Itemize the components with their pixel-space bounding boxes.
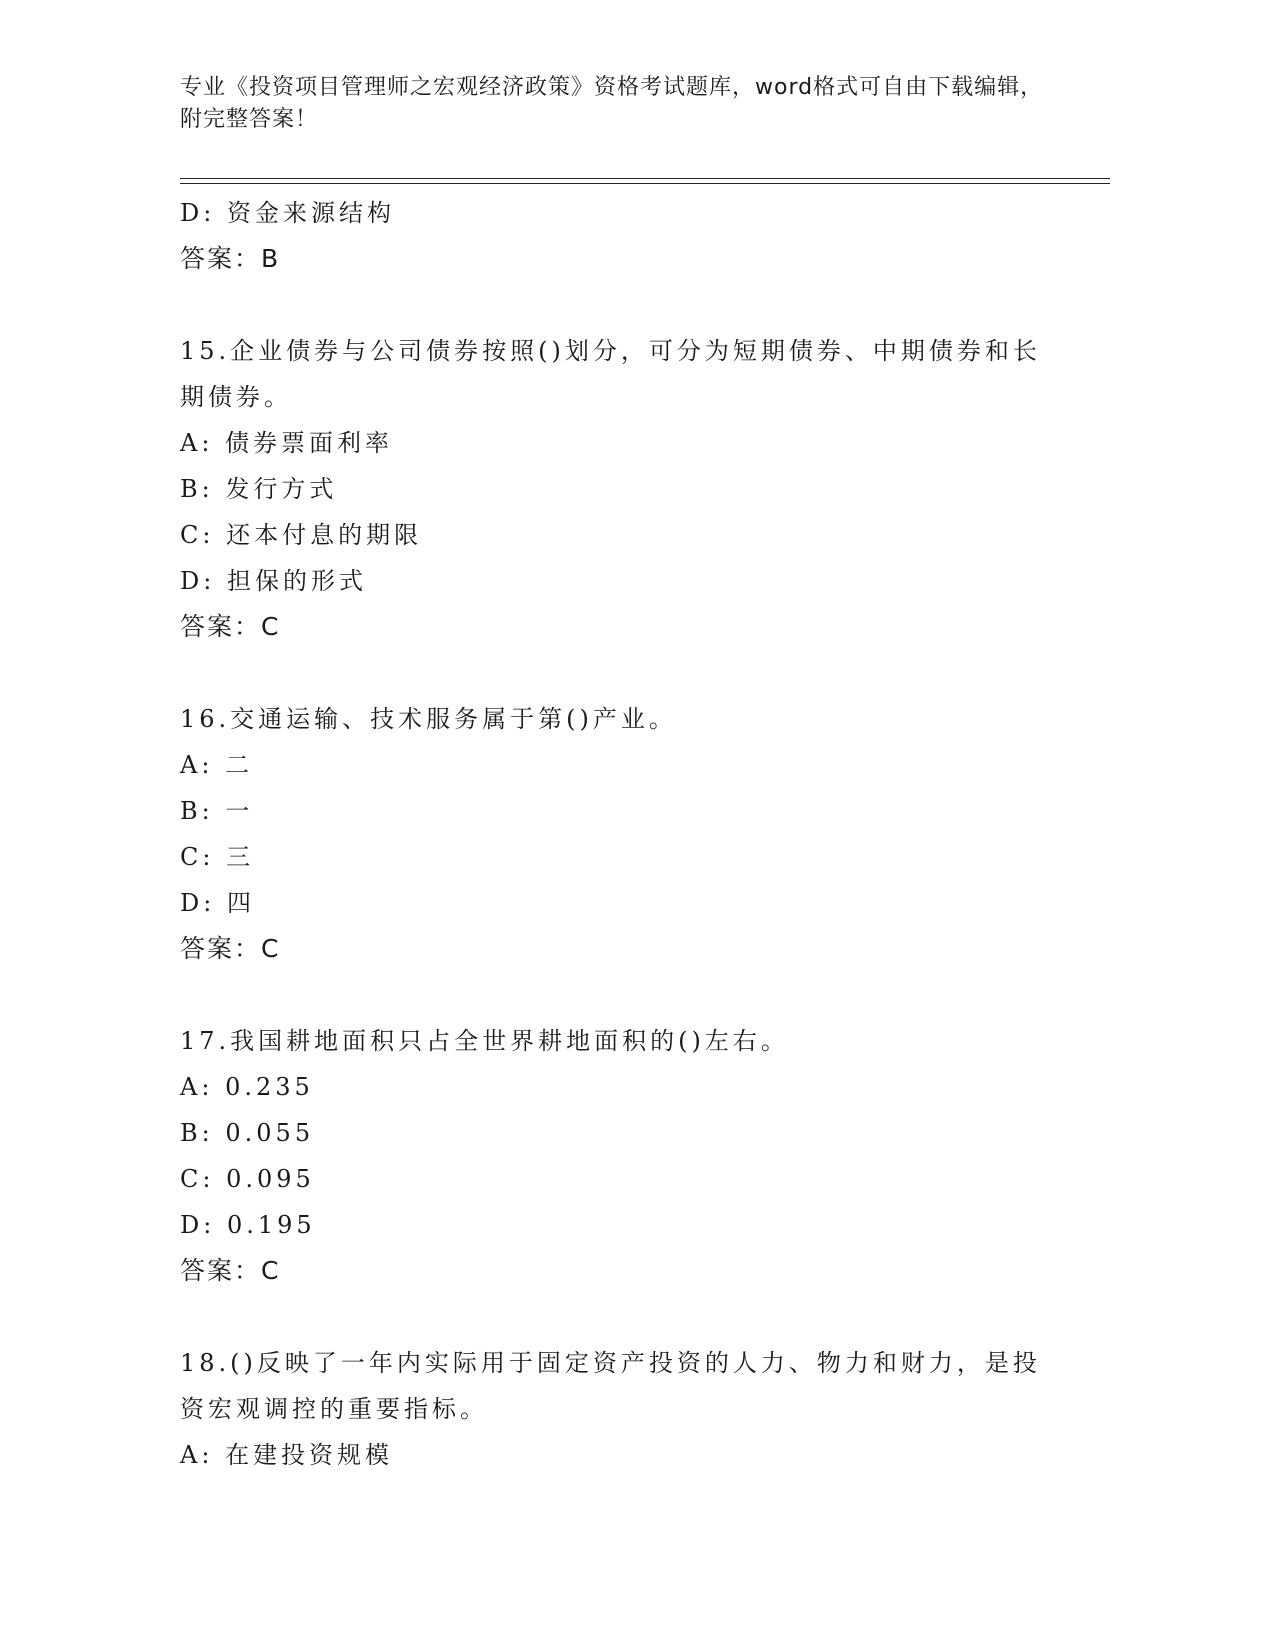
option-text: 四 — [226, 889, 255, 917]
option-label: D: — [180, 889, 216, 917]
option-label: A: — [180, 429, 214, 457]
page-header: 专业《投资项目管理师之宏观经济政策》资格考试题库，word格式可自由下载编辑，附完整答案！ — [180, 75, 1044, 132]
option-label: B: — [180, 1119, 214, 1147]
option-label: D: — [180, 567, 216, 595]
option-text: 债券票面利率 — [225, 429, 394, 457]
answer: 答案：C — [180, 612, 281, 641]
question-stem: 15.企业债券与公司债券按照()划分，可分为短期债券、中期债券和长期债券。 — [180, 337, 1041, 411]
option-label: A: — [180, 1441, 214, 1469]
option-text: 资金来源结构 — [226, 199, 395, 227]
option-text: 0.095 — [226, 1165, 315, 1193]
option-label: B: — [180, 797, 214, 825]
option-d — [180, 880, 1080, 926]
option-label: C: — [180, 1165, 215, 1193]
option-text: 三 — [226, 843, 255, 871]
option-text: 一 — [225, 797, 254, 825]
option-c — [180, 1156, 1080, 1202]
answer: 答案：B — [180, 244, 281, 273]
option-b — [180, 466, 1080, 512]
option-text: 二 — [225, 751, 254, 779]
question-stem: 18.()反映了一年内实际用于固定资产投资的人力、物力和财力，是投资宏观调控的重要指标。 — [180, 1349, 1041, 1423]
header-rule-top — [180, 178, 1110, 179]
option-c — [180, 834, 1080, 880]
option-text: 0.235 — [225, 1073, 314, 1101]
option-d — [180, 190, 1080, 236]
option-text: 还本付息的期限 — [226, 521, 423, 549]
option-text: 发行方式 — [225, 475, 338, 503]
question-stem: 17.我国耕地面积只占全世界耕地面积的()左右。 — [180, 1027, 789, 1055]
option-label: C: — [180, 843, 215, 871]
option-a — [180, 742, 1080, 788]
option-text: 在建投资规模 — [225, 1441, 394, 1469]
option-label: D: — [180, 1211, 216, 1239]
option-a — [180, 420, 1080, 466]
spacer — [180, 650, 1080, 696]
option-d — [180, 1202, 1080, 1248]
spacer — [180, 972, 1080, 1018]
option-b — [180, 1110, 1080, 1156]
option-b — [180, 788, 1080, 834]
spacer — [180, 1294, 1080, 1340]
option-a — [180, 1432, 1080, 1478]
option-c — [180, 512, 1080, 558]
answer: 答案：C — [180, 1256, 281, 1285]
question-stem: 16.交通运输、技术服务属于第()产业。 — [180, 705, 677, 733]
spacer — [180, 282, 1080, 328]
option-label: A: — [180, 751, 214, 779]
option-text: 担保的形式 — [226, 567, 367, 595]
option-label: D: — [180, 199, 216, 227]
option-label: B: — [180, 475, 214, 503]
answer: 答案：C — [180, 934, 281, 963]
header-rule-bottom — [180, 183, 1110, 184]
option-text: 0.055 — [225, 1119, 315, 1147]
option-a — [180, 1064, 1080, 1110]
question-list — [180, 190, 1080, 1478]
option-text: 0.195 — [226, 1211, 316, 1239]
option-label: A: — [180, 1073, 214, 1101]
option-d — [180, 558, 1080, 604]
option-label: C: — [180, 521, 215, 549]
